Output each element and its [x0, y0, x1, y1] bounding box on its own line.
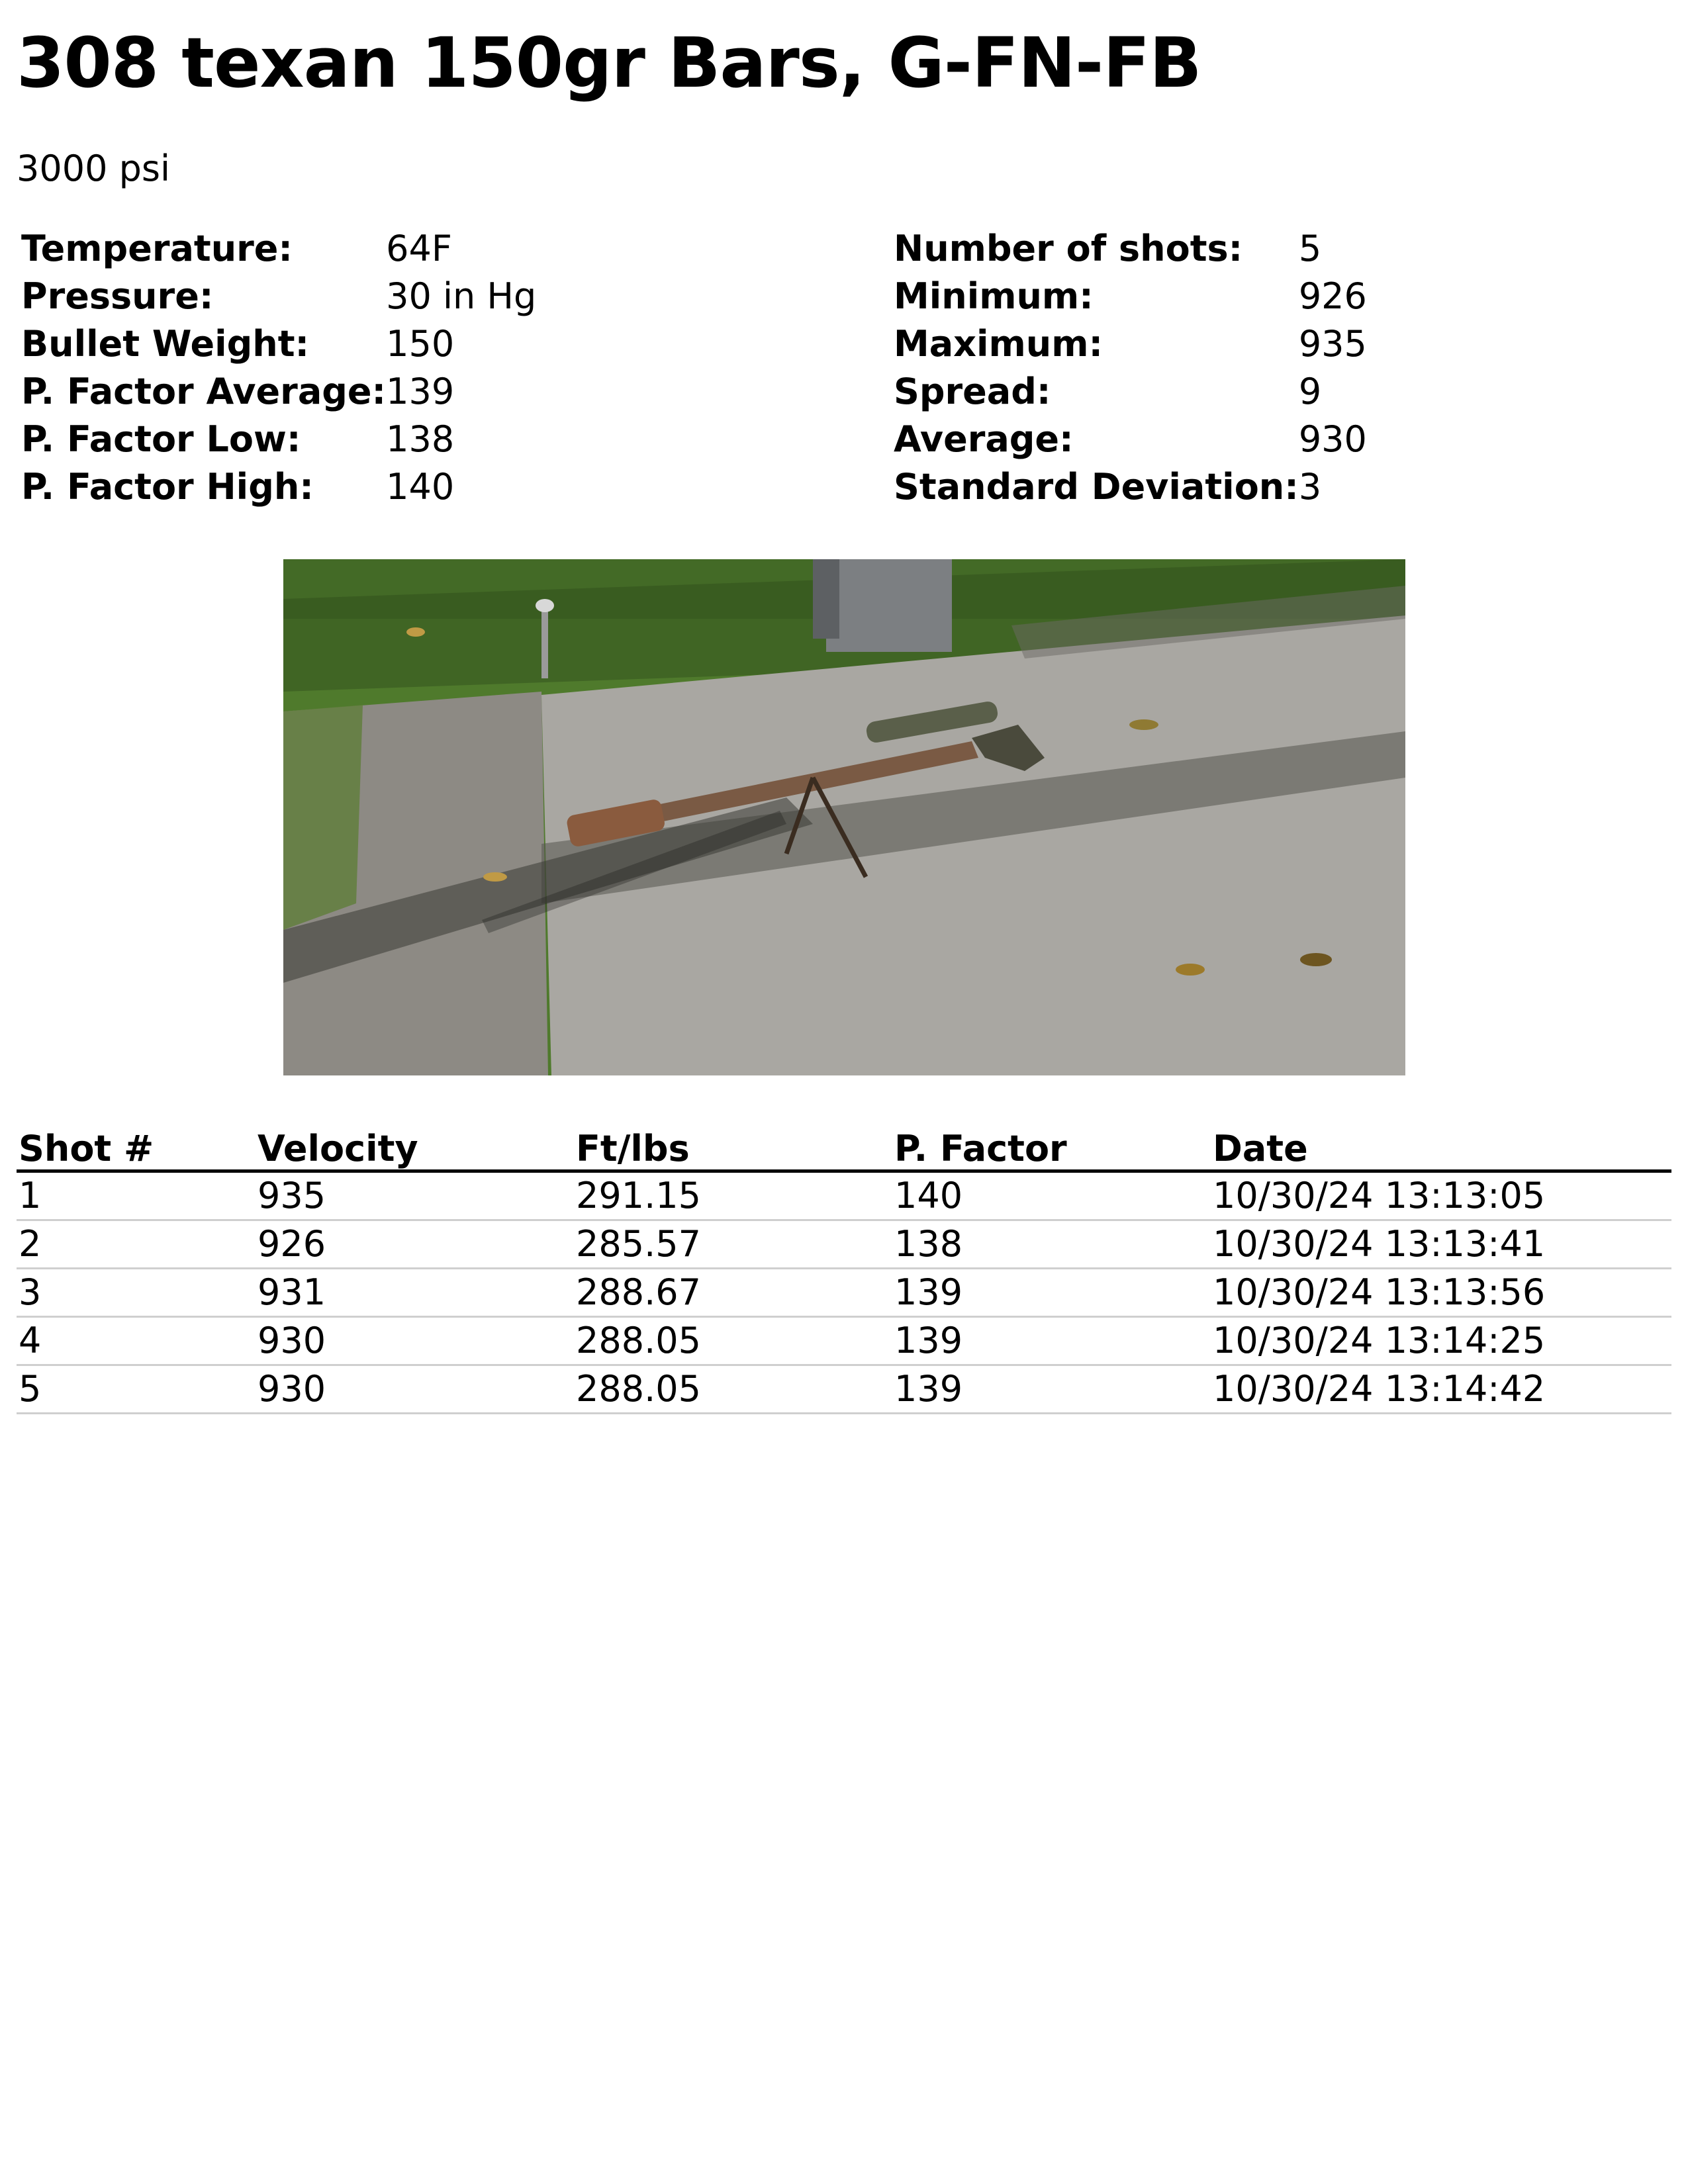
- stat-value: 150: [386, 323, 455, 365]
- col-header-velocity: Velocity: [256, 1115, 574, 1171]
- stat-row-bullet-weight: [21, 320, 536, 368]
- stat-value: 9: [1298, 371, 1322, 412]
- cell-pfactor: 139: [892, 1317, 1211, 1365]
- stat-label: Number of shots:: [894, 228, 1243, 269]
- cell-date: 10/30/24 13:13:41: [1211, 1220, 1671, 1269]
- stat-label: Bullet Weight:: [21, 323, 310, 365]
- rifle-photo-illustration: [283, 559, 1405, 1075]
- cell-date: 10/30/24 13:14:25: [1211, 1317, 1671, 1365]
- shots-table: [17, 1115, 1671, 1414]
- cell-velocity: 930: [256, 1317, 574, 1365]
- col-header-pfactor: P. Factor: [892, 1115, 1211, 1171]
- pressure-subtitle: 3000 psi: [17, 148, 171, 189]
- stat-row-pressure: [21, 273, 536, 320]
- page-title: 308 texan 150gr Bars, G-FN-FB: [17, 23, 1201, 103]
- stat-label: Average:: [894, 418, 1074, 460]
- rifle-photo: [283, 559, 1405, 1075]
- stat-value: 30 in Hg: [386, 275, 537, 317]
- col-header-shot: Shot #: [17, 1115, 256, 1171]
- table-row: [17, 1220, 1671, 1269]
- cell-shot: 4: [17, 1317, 256, 1365]
- conditions-table: [21, 225, 536, 511]
- stat-value: 64F: [386, 228, 452, 269]
- stat-value: 5: [1298, 228, 1322, 269]
- stat-value: 926: [1298, 275, 1367, 317]
- cell-date: 10/30/24 13:14:42: [1211, 1365, 1671, 1414]
- stat-label: Maximum:: [894, 323, 1103, 365]
- cell-ftlbs: 288.67: [574, 1269, 892, 1317]
- cell-shot: 2: [17, 1220, 256, 1269]
- table-row: [17, 1317, 1671, 1365]
- stat-value: 3: [1298, 466, 1322, 508]
- cell-ftlbs: 285.57: [574, 1220, 892, 1269]
- table-header-row: [17, 1115, 1671, 1171]
- stat-row-maximum: [894, 320, 1367, 368]
- stat-row-spread: [894, 368, 1367, 416]
- stat-value: 930: [1298, 418, 1367, 460]
- cell-ftlbs: 291.15: [574, 1171, 892, 1220]
- stat-row-pf-high: [21, 463, 536, 511]
- stat-row-temperature: [21, 225, 536, 273]
- stat-value: 138: [386, 418, 455, 460]
- cell-velocity: 926: [256, 1220, 574, 1269]
- cell-pfactor: 139: [892, 1269, 1211, 1317]
- table-row: [17, 1171, 1671, 1220]
- cell-date: 10/30/24 13:13:56: [1211, 1269, 1671, 1317]
- stat-label: Minimum:: [894, 275, 1094, 317]
- stat-value: 935: [1298, 323, 1367, 365]
- cell-date: 10/30/24 13:13:05: [1211, 1171, 1671, 1220]
- stat-row-pf-low: [21, 416, 536, 463]
- stat-row-std-dev: [894, 463, 1367, 511]
- trash-bin: [826, 559, 952, 652]
- table-row: [17, 1269, 1671, 1317]
- stat-row-average: [894, 416, 1367, 463]
- stat-label: P. Factor High:: [21, 466, 314, 508]
- stat-label: P. Factor Average:: [21, 371, 387, 412]
- stat-label: Temperature:: [21, 228, 293, 269]
- stat-label: Pressure:: [21, 275, 214, 317]
- stat-label: P. Factor Low:: [21, 418, 301, 460]
- stat-value: 140: [386, 466, 455, 508]
- table-row: [17, 1365, 1671, 1414]
- summary-table: [894, 225, 1367, 511]
- stat-label: Standard Deviation:: [894, 466, 1299, 508]
- stat-label: Spread:: [894, 371, 1051, 412]
- stat-row-pf-average: [21, 368, 536, 416]
- cell-ftlbs: 288.05: [574, 1317, 892, 1365]
- stat-row-minimum: [894, 273, 1367, 320]
- cell-shot: 3: [17, 1269, 256, 1317]
- col-header-date: Date: [1211, 1115, 1671, 1171]
- cell-shot: 1: [17, 1171, 256, 1220]
- cell-velocity: 935: [256, 1171, 574, 1220]
- cell-pfactor: 138: [892, 1220, 1211, 1269]
- stat-value: 139: [386, 371, 455, 412]
- stat-row-shot-count: [894, 225, 1367, 273]
- cell-pfactor: 139: [892, 1365, 1211, 1414]
- cell-shot: 5: [17, 1365, 256, 1414]
- cell-pfactor: 140: [892, 1171, 1211, 1220]
- cell-ftlbs: 288.05: [574, 1365, 892, 1414]
- cell-velocity: 930: [256, 1365, 574, 1414]
- col-header-ftlbs: Ft/lbs: [574, 1115, 892, 1171]
- cell-velocity: 931: [256, 1269, 574, 1317]
